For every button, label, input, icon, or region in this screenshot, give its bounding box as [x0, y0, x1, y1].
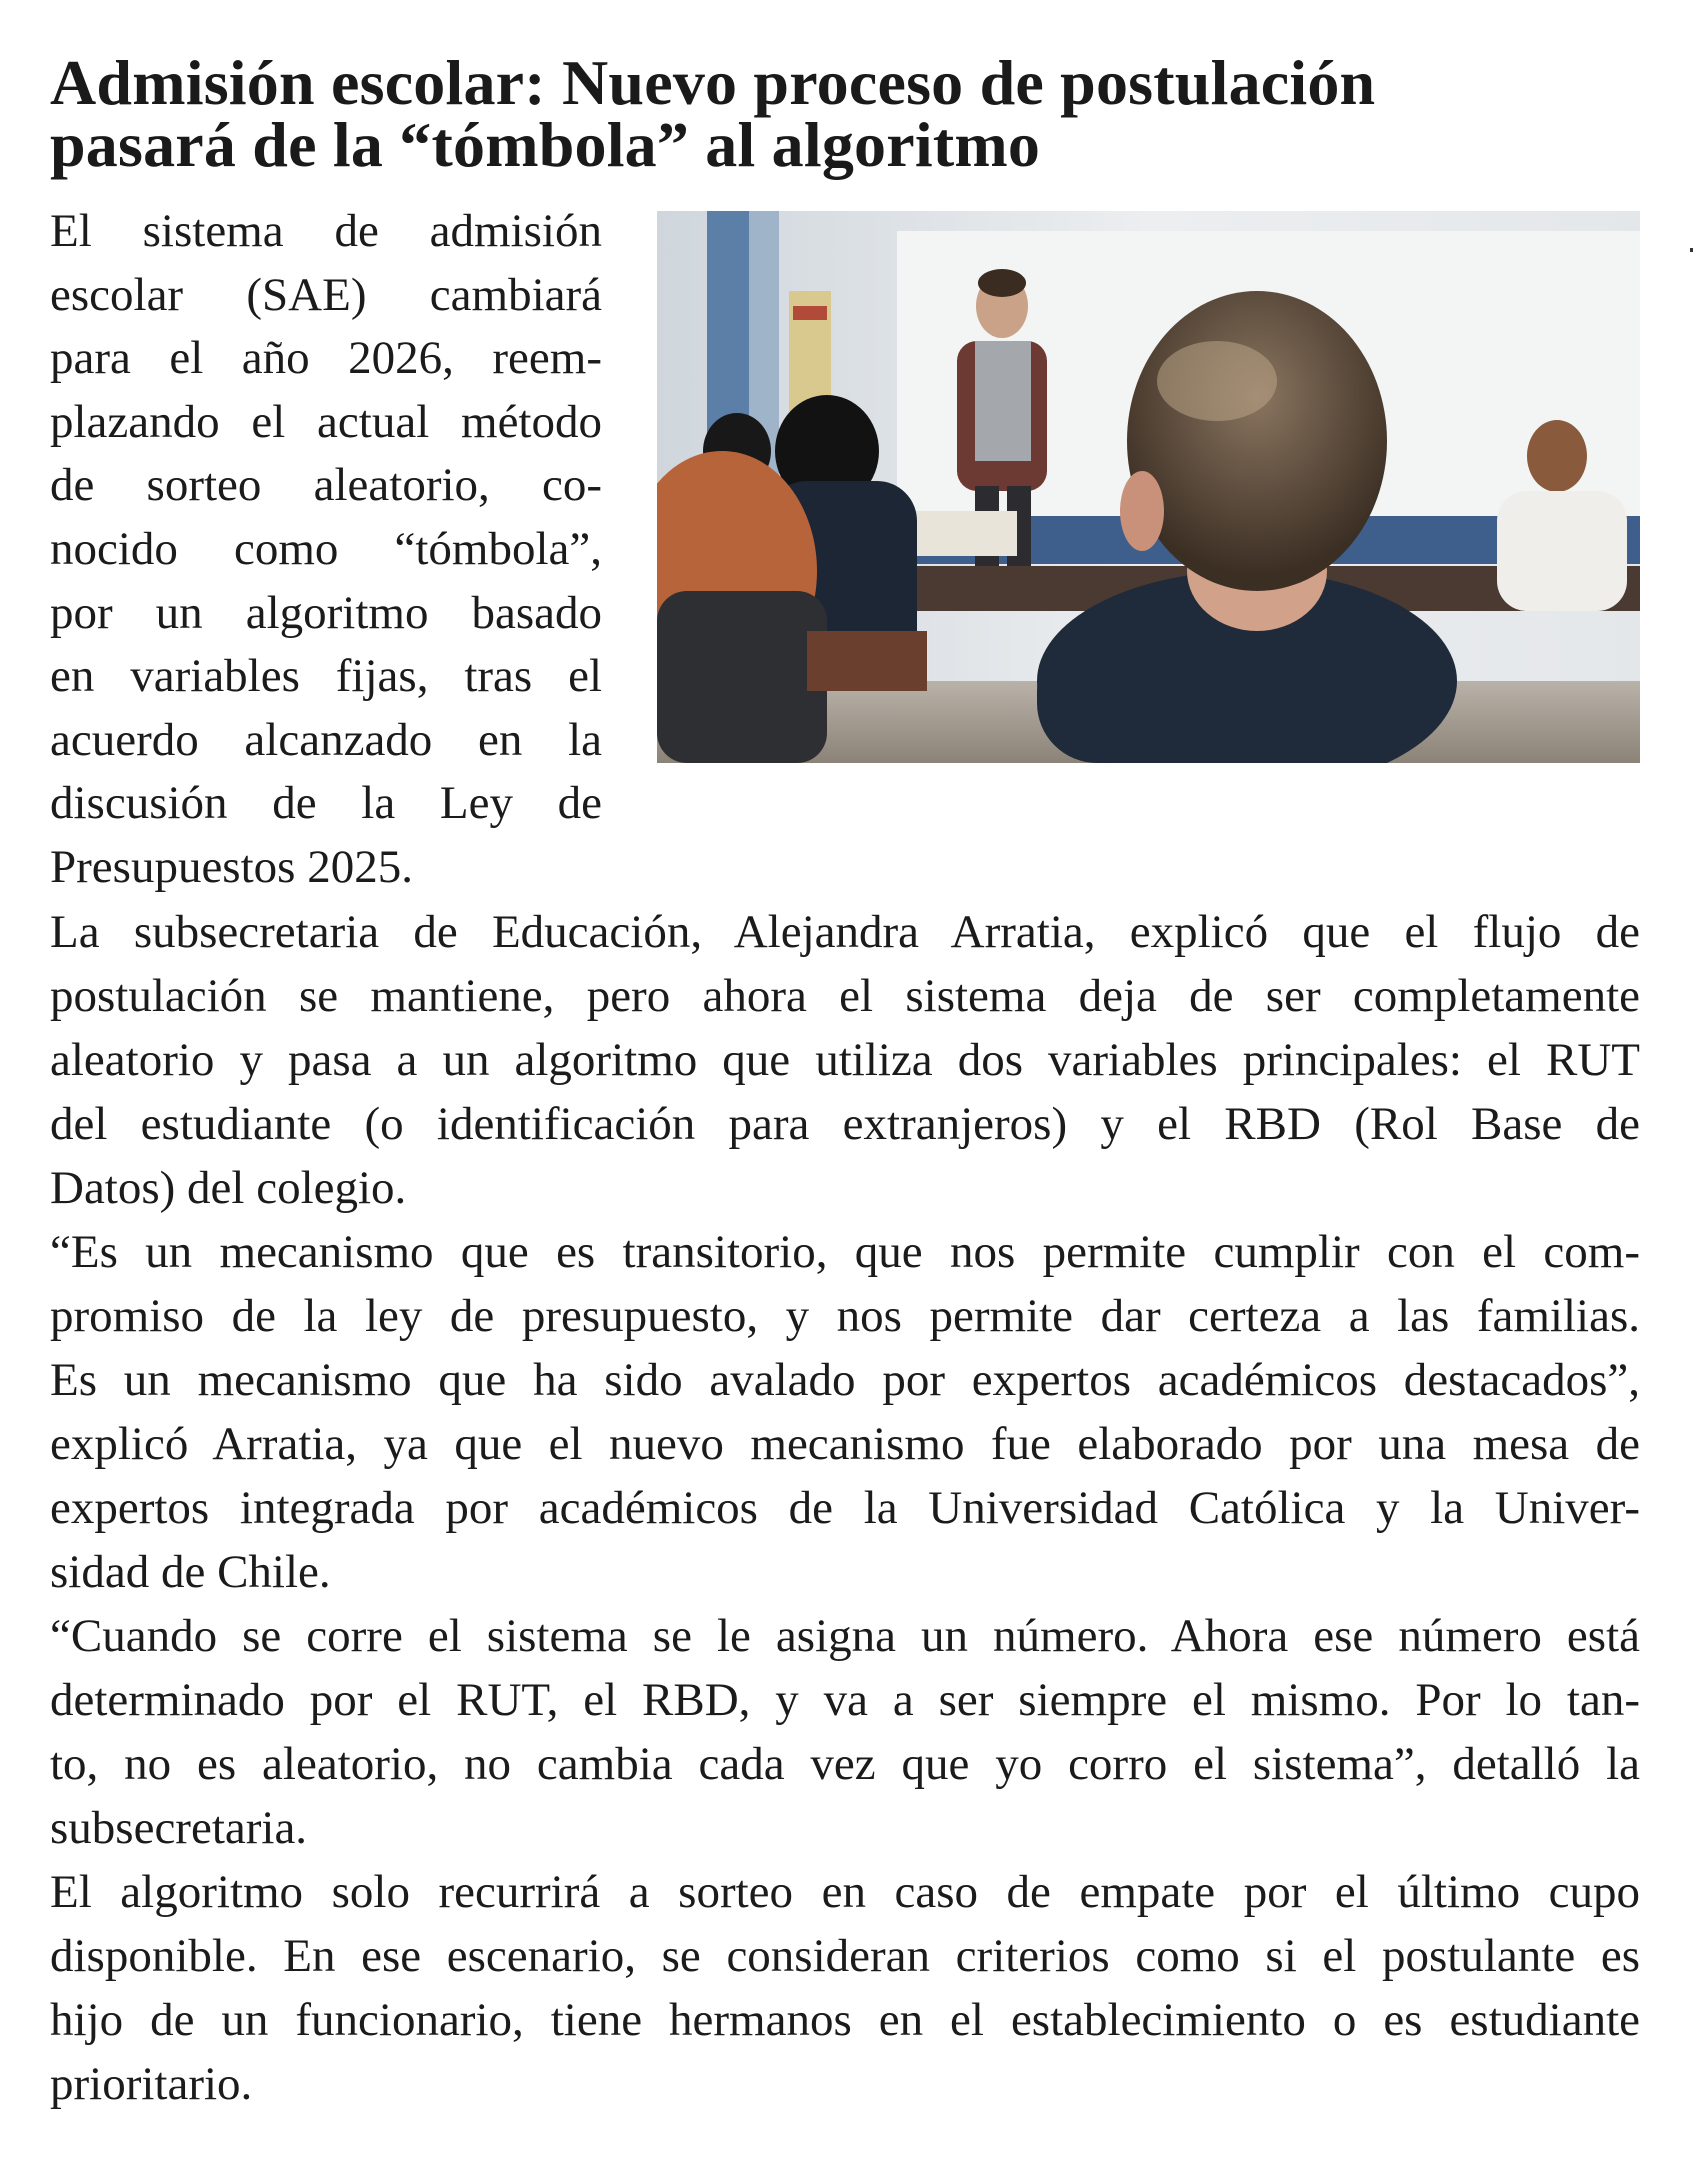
text-line: “Cuando se corre el sistema se le asigna un número. Ahora ese número está: [50, 1610, 1640, 1662]
intro-paragraph: [50, 200, 602, 900]
text-line: por un algoritmo basado: [50, 586, 602, 639]
title-line: pasará de la “tómbola” al algoritmo: [50, 109, 1041, 180]
text-line: expertos integrada por académicos de la Universidad Católica y la Univer-: [50, 1482, 1640, 1534]
text-line: Es un mecanismo que ha sido avalado por expertos académicos destacados”,: [50, 1354, 1640, 1406]
text-line: de sorteo aleatorio, co-: [50, 459, 602, 512]
text-line: promiso de la ley de presupuesto, y nos permite dar certeza a las familias.: [50, 1290, 1640, 1342]
text-line: Datos) del colegio.: [50, 1162, 407, 1214]
text-line: “Es un mecanismo que es transitorio, que nos permite cumplir con el com-: [50, 1226, 1640, 1278]
text-line: del estudiante (o identificación para extranjeros) y el RBD (Rol Base de: [50, 1098, 1640, 1150]
text-line: prioritario.: [50, 2058, 253, 2110]
text-line: para el año 2026, reem-: [50, 332, 602, 385]
text-line: Presupuestos 2025.: [50, 840, 413, 893]
text-line: El algoritmo solo recurrirá a sorteo en caso de empate por el último cupo: [50, 1866, 1640, 1918]
text-line: acuerdo alcanzado en la: [50, 713, 602, 766]
text-line: sidad de Chile.: [50, 1546, 331, 1598]
text-line: en variables fijas, tras el: [50, 650, 602, 703]
article-body: [50, 900, 1640, 2116]
title-line: Admisión escolar: Nuevo proceso de postulación: [50, 47, 1376, 118]
text-line: disponible. En ese escenario, se consideran criterios como si el postulante es: [50, 1930, 1640, 1982]
text-line: aleatorio y pasa a un algoritmo que utiliza dos variables principales: el RUT: [50, 1034, 1640, 1086]
text-line: determinado por el RUT, el RBD, y va a ser siempre el mismo. Por lo tan-: [50, 1674, 1640, 1726]
text-line: to, no es aleatorio, no cambia cada vez que yo corro el sistema”, detalló la: [50, 1738, 1640, 1790]
text-line: El sistema de admisión: [50, 205, 602, 257]
text-line: hijo de un funcionario, tiene hermanos en el establecimiento o es estudiante: [50, 1994, 1640, 2046]
article-title: [50, 47, 1670, 180]
text-line: explicó Arratia, ya que el nuevo mecanismo fue elaborado por una mesa de: [50, 1418, 1640, 1470]
text-line: discusión de la Ley de: [50, 777, 602, 830]
edge-mark: [1690, 248, 1693, 252]
text-line: postulación se mantiene, pero ahora el sistema deja de ser completamente: [50, 970, 1640, 1022]
classroom-photo: [657, 211, 1640, 763]
text-line: nocido como “tómbola”,: [50, 522, 602, 575]
text-line: La subsecretaria de Educación, Alejandra Arratia, explicó que el flujo de: [50, 906, 1640, 958]
classroom-photo-icon: [657, 211, 1640, 763]
text-line: escolar (SAE) cambiará: [50, 268, 602, 321]
text-line: plazando el actual método: [50, 395, 602, 448]
text-line: subsecretaria.: [50, 1802, 308, 1854]
